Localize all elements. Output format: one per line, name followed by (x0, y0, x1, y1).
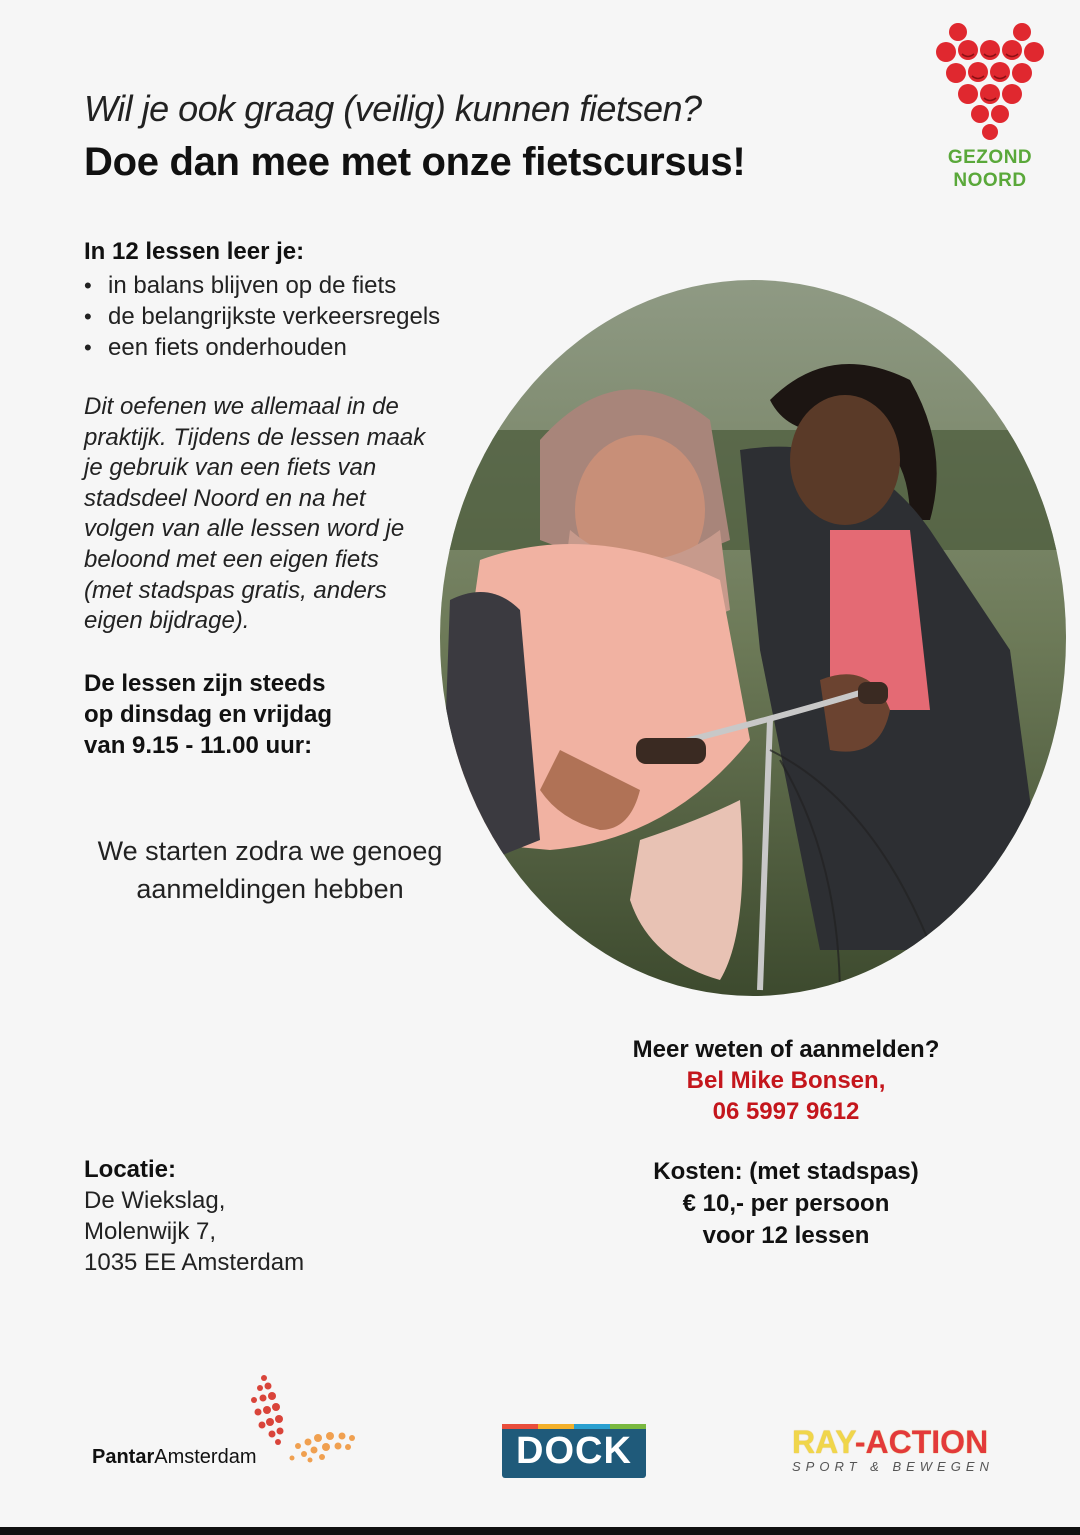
dock-stripe (538, 1424, 574, 1429)
costs-line: voor 12 lessen (702, 1222, 870, 1249)
location-line: De Wiekslag, (84, 1187, 226, 1214)
ray-action-tagline: SPORT & BEWEGEN (792, 1459, 994, 1474)
costs-line: Kosten: (met stadspas) (653, 1158, 919, 1185)
location-line: Molenwijk 7, (84, 1218, 217, 1245)
practice-line: volgen van alle lessen word je (84, 515, 405, 543)
practice-paragraph (84, 392, 454, 637)
practice-line: Dit oefenen we allemaal in de (84, 393, 399, 420)
subtitle: Wil je ook graag (veilig) kunnen fietsen? (84, 88, 702, 129)
page-title: Doe dan mee met onze fietscursus! (84, 140, 746, 184)
bottom-bar (0, 1527, 1080, 1535)
schedule-paragraph (84, 668, 384, 761)
schedule-line: van 9.15 - 11.00 uur: (84, 732, 313, 759)
list-item: • een fiets onderhouden (84, 332, 440, 363)
start-notice (60, 832, 480, 908)
lessons-list (84, 270, 440, 363)
action-word: ACTION (865, 1424, 989, 1460)
list-item: • in balans blijven op de fiets (84, 270, 440, 301)
practice-line: beloond met een eigen fiets (84, 545, 379, 573)
dock-stripe (610, 1424, 646, 1429)
dock-stripe (574, 1424, 610, 1429)
practice-line: praktijk. Tijdens de lessen maak (84, 423, 426, 451)
pantar-wordmark (92, 1446, 257, 1469)
location-block (84, 1154, 304, 1278)
practice-line: eigen bijdrage). (84, 607, 250, 635)
noord-label: NOORD (953, 170, 1027, 191)
costs-block (600, 1156, 972, 1252)
schedule-line: De lessen zijn steeds (84, 670, 326, 697)
gezond-label: GEZOND (947, 147, 1033, 168)
practice-line: je gebruik van een fiets van (84, 454, 377, 482)
gezond-noord-logo (928, 18, 1052, 191)
list-item: • de belangrijkste verkeersregels (84, 301, 440, 332)
pantar-bold: Pantar (92, 1446, 155, 1468)
dock-stripe (502, 1424, 538, 1429)
contact-block (600, 1034, 972, 1127)
dock-logo (502, 1424, 646, 1478)
ray-word: RAY (792, 1424, 855, 1460)
schedule-line: op dinsdag en vrijdag (84, 701, 333, 728)
dock-wordmark: DOCK (516, 1430, 632, 1472)
lessons-heading: In 12 lessen leer je: (84, 238, 305, 265)
start-line: aanmeldingen hebben (136, 874, 404, 904)
location-line: 1035 EE Amsterdam (84, 1249, 305, 1276)
ray-action-wordmark (792, 1424, 1012, 1461)
contact-question: Meer weten of aanmelden? (632, 1036, 940, 1063)
practice-line: stadsdeel Noord en na het (84, 484, 366, 512)
pantar-amsterdam-logo (92, 1370, 372, 1480)
costs-line: € 10,- per persoon (682, 1190, 890, 1217)
ray-action-logo (792, 1424, 1012, 1480)
ray-dash: - (854, 1424, 866, 1460)
contact-phone[interactable]: 06 5997 9612 (712, 1098, 860, 1125)
practice-line: (met stadspas gratis, anders (84, 576, 387, 604)
contact-name: Bel Mike Bonsen, (686, 1067, 886, 1094)
pantar-rest: Amsterdam (154, 1446, 257, 1468)
heart-smileys-icon (928, 18, 1052, 142)
location-label: Locatie: (84, 1156, 177, 1183)
cycling-lesson-photo (440, 280, 1066, 996)
start-line: We starten zodra we genoeg (97, 836, 443, 866)
gezond-noord-wordmark (928, 146, 1052, 192)
